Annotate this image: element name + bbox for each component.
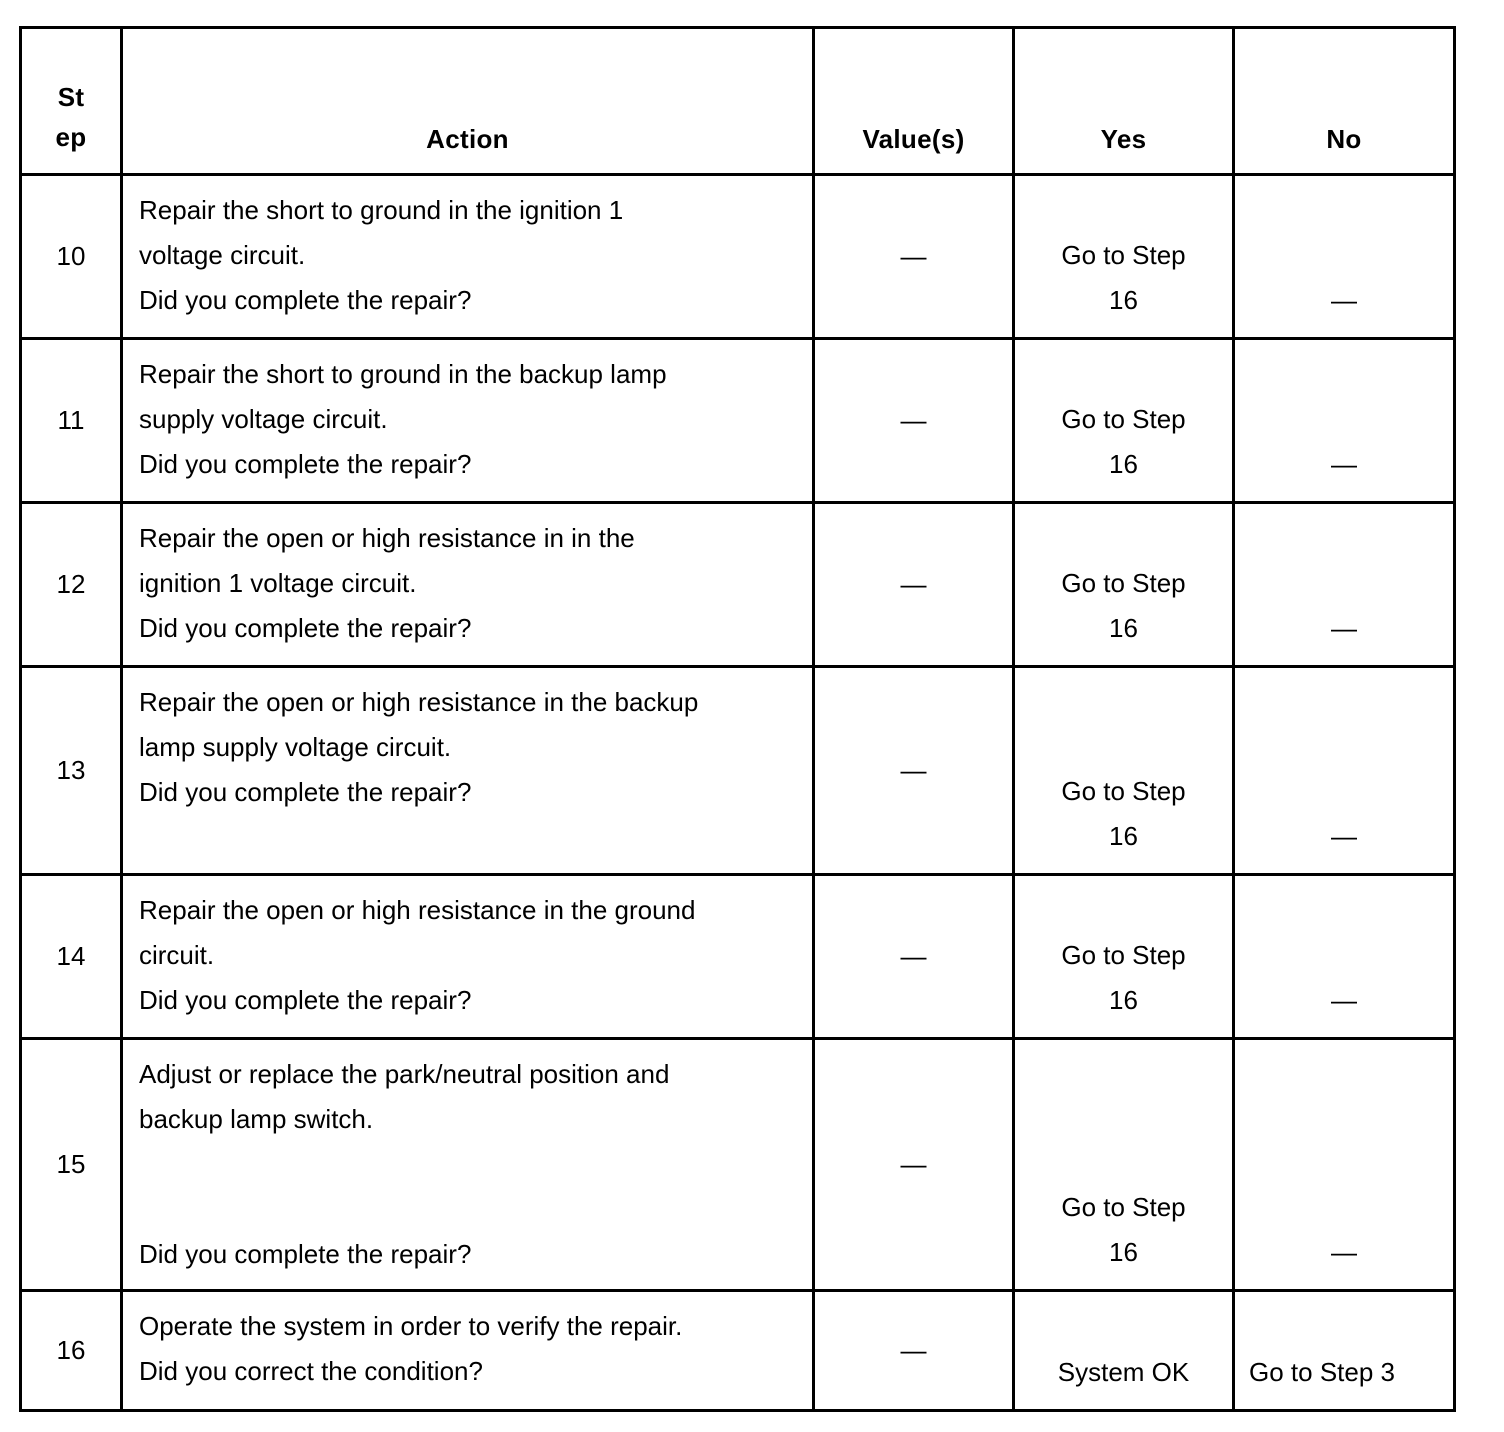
yes-cell	[1014, 875, 1234, 1039]
yes-cell	[1014, 667, 1234, 875]
header-values: Value(s)	[814, 28, 1014, 175]
no-cell: —	[1234, 175, 1455, 339]
action-cell	[122, 667, 814, 875]
yes-line: 16	[1109, 1237, 1138, 1267]
step-number: 14	[21, 875, 122, 1039]
step-number: 12	[21, 503, 122, 667]
table-row	[21, 175, 1455, 339]
action-cell	[122, 339, 814, 503]
header-step-line-2: ep	[55, 122, 87, 152]
header-step	[21, 28, 122, 175]
no-cell: —	[1234, 339, 1455, 503]
yes-cell	[1014, 175, 1234, 339]
value-cell: —	[814, 503, 1014, 667]
action-line: Did you complete the repair?	[139, 613, 472, 643]
yes-line: Go to Step	[1061, 1192, 1186, 1222]
no-cell: —	[1234, 667, 1455, 875]
yes-cell	[1014, 339, 1234, 503]
no-cell: Go to Step 3	[1234, 1291, 1455, 1411]
step-number: 16	[21, 1291, 122, 1411]
header-no: No	[1234, 28, 1455, 175]
value-cell: —	[814, 175, 1014, 339]
table-row	[21, 339, 1455, 503]
action-line: Repair the open or high resistance in in the	[139, 523, 635, 553]
action-line: voltage circuit.	[139, 240, 306, 270]
header-step-line-1: St	[57, 82, 85, 112]
action-cell	[122, 1039, 814, 1291]
action-cell	[122, 175, 814, 339]
yes-cell	[1014, 1039, 1234, 1291]
no-cell: —	[1234, 875, 1455, 1039]
yes-line: Go to Step	[1061, 404, 1186, 434]
yes-line: 16	[1109, 985, 1138, 1015]
action-line: ignition 1 voltage circuit.	[139, 568, 417, 598]
yes-line: 16	[1109, 285, 1138, 315]
step-number: 15	[21, 1039, 122, 1291]
value-cell: —	[814, 339, 1014, 503]
yes-cell	[1014, 503, 1234, 667]
header-action: Action	[122, 28, 814, 175]
value-cell: —	[814, 667, 1014, 875]
action-line: Repair the short to ground in the backup lamp	[139, 359, 667, 389]
action-line: Did you complete the repair?	[139, 285, 472, 315]
step-number: 13	[21, 667, 122, 875]
yes-line: Go to Step	[1061, 568, 1186, 598]
table-row	[21, 875, 1455, 1039]
step-number: 10	[21, 175, 122, 339]
action-spacer	[139, 1142, 812, 1232]
action-line: Repair the open or high resistance in the ground	[139, 895, 696, 925]
yes-line: Go to Step	[1061, 240, 1186, 270]
yes-line: Go to Step	[1061, 776, 1186, 806]
step-number: 11	[21, 339, 122, 503]
action-cell	[122, 503, 814, 667]
table-row	[21, 667, 1455, 875]
yes-cell	[1014, 1291, 1234, 1411]
header-row	[21, 28, 1455, 175]
action-line: Did you complete the repair?	[139, 777, 472, 807]
diagnostic-table	[19, 26, 1456, 1412]
action-line: backup lamp switch.	[139, 1104, 374, 1134]
action-line: circuit.	[139, 940, 215, 970]
action-line: Repair the open or high resistance in the backup	[139, 687, 699, 717]
table-row	[21, 1291, 1455, 1411]
table-row	[21, 1039, 1455, 1291]
header-yes: Yes	[1014, 28, 1234, 175]
action-line: Did you complete the repair?	[139, 985, 472, 1015]
table-row	[21, 503, 1455, 667]
action-line: Operate the system in order to verify the repair.	[139, 1311, 683, 1341]
yes-line: 16	[1109, 449, 1138, 479]
no-cell: —	[1234, 503, 1455, 667]
yes-line: 16	[1109, 613, 1138, 643]
action-line: supply voltage circuit.	[139, 404, 388, 434]
action-line: Did you complete the repair?	[139, 1239, 472, 1269]
yes-line: System OK	[1057, 1357, 1190, 1387]
no-cell: —	[1234, 1039, 1455, 1291]
value-cell: —	[814, 1291, 1014, 1411]
action-cell	[122, 1291, 814, 1411]
action-cell	[122, 875, 814, 1039]
action-line: Did you correct the condition?	[139, 1356, 483, 1386]
value-cell: —	[814, 875, 1014, 1039]
yes-line: Go to Step	[1061, 940, 1186, 970]
action-line: Did you complete the repair?	[139, 449, 472, 479]
yes-line: 16	[1109, 821, 1138, 851]
action-line: Repair the short to ground in the ignition 1	[139, 195, 624, 225]
action-line: Adjust or replace the park/neutral position and	[139, 1059, 670, 1089]
action-line: lamp supply voltage circuit.	[139, 732, 452, 762]
value-cell: —	[814, 1039, 1014, 1291]
